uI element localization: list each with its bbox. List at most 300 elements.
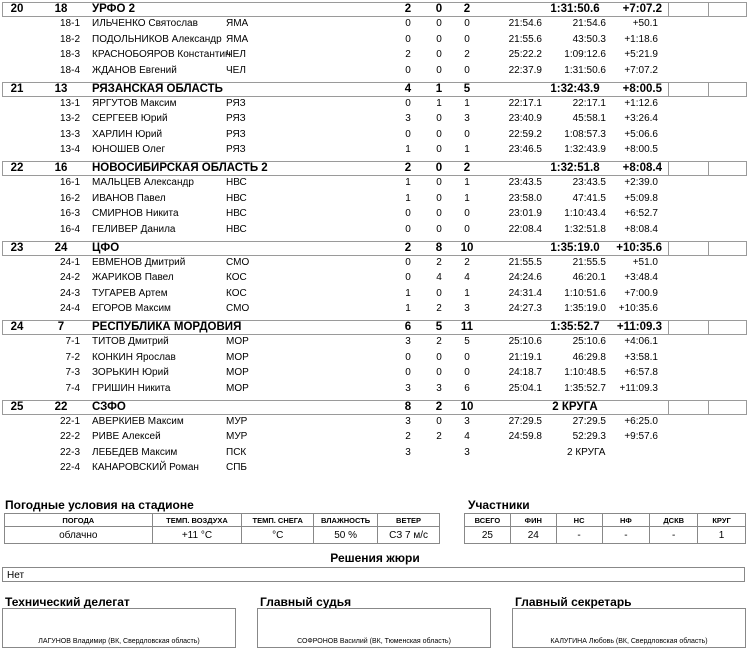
member-hits: 0 (405, 208, 411, 219)
weather-title: Погодные условия на стадионе (5, 498, 194, 512)
participants-title: Участники (468, 498, 530, 512)
member-leg-time: 21:19.1 (508, 351, 542, 363)
member-leg-time: 23:40.9 (508, 113, 542, 124)
participants-value: - (650, 527, 698, 544)
member-total: 1 (464, 287, 470, 299)
cell-divider (708, 3, 709, 16)
member-leg-time: 23:58.0 (508, 192, 542, 204)
member-region: РЯЗ (226, 144, 246, 155)
team-bib: 16 (54, 162, 68, 174)
member-name: СМИРНОВ Никита (92, 208, 179, 219)
member-total: 1 (464, 192, 470, 204)
participants-header: ДСКВ (650, 514, 698, 527)
member-cumulative: 43:50.3 (572, 33, 606, 45)
member-penalties: 0 (436, 33, 442, 45)
member-behind: +1:18.6 (624, 33, 658, 45)
member-behind: +5:06.6 (624, 128, 658, 140)
member-name: ТУГАРЕВ Артем (92, 287, 168, 299)
member-region: ЯМА (226, 33, 249, 45)
member-cumulative: 45:58.1 (572, 113, 606, 124)
team-place: 22 (10, 162, 24, 174)
member-hits: 0 (405, 256, 411, 268)
member-bib: 16-2 (59, 192, 80, 204)
member-cumulative: 46:29.8 (572, 351, 606, 363)
member-cumulative: 21:54.6 (572, 18, 606, 29)
member-name: РИВЕ Алексей (92, 431, 161, 442)
member-region: МУР (226, 415, 248, 427)
member-region: МУР (226, 431, 248, 442)
member-leg-time: 23:43.5 (508, 177, 542, 188)
member-leg-time: 25:10.6 (508, 336, 542, 347)
member-leg-time: 21:55.5 (508, 256, 542, 268)
member-total: 3 (464, 446, 470, 458)
member-penalties: 0 (436, 177, 442, 188)
jury-title: Решения жюри (330, 551, 420, 565)
participants-value: 1 (698, 527, 746, 544)
member-behind: +11:09.3 (619, 382, 658, 394)
member-name: ЗОРЬКИН Юрий (92, 367, 169, 378)
member-region: МОР (226, 351, 249, 363)
team-hits: 2 (404, 241, 412, 254)
cell-divider (668, 242, 669, 255)
member-leg-time: 22:37.9 (508, 64, 542, 76)
member-cumulative: 1:10:51.6 (564, 287, 606, 299)
member-penalties: 2 (436, 336, 442, 347)
member-hits: 2 (405, 431, 411, 442)
team-penalties: 2 (435, 400, 443, 413)
member-leg-time: 25:04.1 (508, 382, 542, 394)
member-region: НВС (226, 177, 247, 188)
weather-table (4, 513, 440, 544)
cell-divider (668, 162, 669, 175)
team-name: ЦФО (92, 241, 120, 254)
team-hits: 8 (404, 400, 412, 413)
jury-decision: Нет (2, 567, 745, 582)
member-behind: +3:26.4 (624, 113, 658, 124)
member-total: 0 (464, 367, 470, 378)
member-penalties: 1 (436, 97, 442, 109)
member-cumulative: 1:31:50.6 (564, 64, 606, 76)
team-total: 5 (463, 82, 471, 95)
member-total: 3 (464, 113, 470, 124)
member-region: СМО (226, 303, 250, 314)
participants-header: НФ (602, 514, 650, 527)
member-leg-time: 24:59.8 (508, 431, 542, 442)
weather-value: 50 % (314, 527, 378, 544)
team-hits: 2 (404, 162, 412, 174)
member-penalties: 0 (436, 287, 442, 299)
member-total: 4 (464, 431, 470, 442)
team-behind: +10:35.6 (616, 241, 662, 254)
member-name: ТИТОВ Дмитрий (92, 336, 169, 347)
team-hits: 6 (404, 321, 412, 333)
member-bib: 7-1 (65, 336, 80, 347)
team-name: УРФО 2 (92, 3, 136, 15)
member-cumulative: 46:20.1 (572, 272, 606, 283)
member-bib: 16-4 (59, 223, 80, 235)
member-penalties: 0 (436, 192, 442, 204)
member-behind: +6:52.7 (624, 208, 658, 219)
member-total: 2 (464, 256, 470, 268)
member-region: ЯМА (226, 18, 249, 29)
official-role: Главный секретарь (515, 595, 632, 609)
official-name: СОФРОНОВ Василий (ВК, Тюменская область) (297, 638, 451, 645)
team-name: РЯЗАНСКАЯ ОБЛАСТЬ (92, 82, 223, 95)
member-behind: +7:00.9 (624, 287, 658, 299)
member-penalties: 0 (436, 128, 442, 140)
team-name: РЕСПУБЛИКА МОРДОВИЯ (92, 321, 242, 333)
member-behind: +4:06.1 (624, 336, 658, 347)
member-name: МАЛЬЦЕВ Александр (92, 177, 194, 188)
member-penalties: 2 (436, 303, 442, 314)
member-total: 0 (464, 18, 470, 29)
team-total: 10 (460, 400, 474, 413)
member-bib: 24-2 (59, 272, 80, 283)
team-place: 25 (10, 400, 24, 413)
member-bib: 24-3 (59, 287, 80, 299)
team-hits: 4 (404, 82, 412, 95)
member-bib: 22-4 (59, 462, 80, 473)
member-hits: 3 (405, 446, 411, 458)
member-total: 1 (464, 177, 470, 188)
member-bib: 16-1 (59, 177, 80, 188)
weather-value: СЗ 7 м/с (378, 527, 440, 544)
team-behind: +8:08.4 (622, 162, 662, 174)
member-behind: +3:58.1 (624, 351, 658, 363)
member-penalties: 0 (436, 144, 442, 155)
member-bib: 13-3 (59, 128, 80, 140)
member-name: АВЕРКИЕВ Максим (92, 415, 184, 427)
member-name: ЕВМЕНОВ Дмитрий (92, 256, 186, 268)
member-leg-time: 24:24.6 (508, 272, 542, 283)
member-hits: 0 (405, 128, 411, 140)
member-leg-time: 23:01.9 (508, 208, 542, 219)
member-name: ПОДОЛЬНИКОВ Александр (92, 33, 222, 45)
member-bib: 24-4 (59, 303, 80, 314)
member-cumulative: 1:10:48.5 (564, 367, 606, 378)
member-cumulative: 1:08:57.3 (564, 128, 606, 140)
member-name: ИЛЬЧЕНКО Святослав (92, 18, 198, 29)
member-penalties: 0 (436, 367, 442, 378)
cell-divider (708, 162, 709, 175)
member-behind: +2:39.0 (624, 177, 658, 188)
member-bib: 16-3 (59, 208, 80, 219)
member-leg-time: 24:27.3 (508, 303, 542, 314)
member-hits: 0 (405, 223, 411, 235)
member-hits: 3 (405, 113, 411, 124)
member-hits: 3 (405, 415, 411, 427)
member-cumulative: 1:10:43.4 (564, 208, 606, 219)
team-penalties: 5 (435, 321, 443, 333)
member-hits: 1 (405, 303, 411, 314)
team-bib: 22 (54, 400, 68, 413)
team-time: 1:32:51.8 (550, 162, 600, 174)
member-penalties: 0 (436, 208, 442, 219)
member-region: НВС (226, 223, 247, 235)
member-cumulative: 1:32:51.8 (564, 223, 606, 235)
member-leg-time: 21:55.6 (508, 33, 542, 45)
member-region: НВС (226, 192, 247, 204)
member-hits: 1 (405, 144, 411, 155)
member-total: 5 (464, 336, 470, 347)
team-penalties: 0 (435, 162, 443, 174)
weather-header: ВЕТЕР (378, 514, 440, 527)
member-leg-time: 25:22.2 (508, 49, 542, 60)
member-behind: +5:21.9 (624, 49, 658, 60)
member-leg-time: 21:54.6 (508, 18, 542, 29)
cell-divider (708, 83, 709, 96)
member-cumulative: 1:32:43.9 (564, 144, 606, 155)
member-behind: +3:48.4 (624, 272, 658, 283)
team-total: 2 (463, 162, 471, 174)
weather-value: +11 °C (152, 527, 242, 544)
team-penalties: 8 (435, 241, 443, 254)
cell-divider (668, 401, 669, 414)
member-hits: 3 (405, 382, 411, 394)
member-total: 6 (464, 382, 470, 394)
member-region: НВС (226, 208, 247, 219)
member-region: МОР (226, 336, 249, 347)
member-region: РЯЗ (226, 97, 246, 109)
participants-header: НС (556, 514, 602, 527)
cell-divider (668, 83, 669, 96)
official-role: Технический делегат (5, 595, 130, 609)
member-hits: 0 (405, 351, 411, 363)
team-time: 1:35:52.7 (550, 321, 600, 333)
member-region: МОР (226, 367, 249, 378)
team-place: 20 (10, 3, 24, 15)
team-behind: +11:09.3 (616, 321, 662, 333)
member-region: РЯЗ (226, 128, 246, 140)
member-behind: +51.0 (632, 256, 658, 268)
weather-value: облачно (5, 527, 153, 544)
member-bib: 18-4 (59, 64, 80, 76)
member-penalties: 0 (436, 64, 442, 76)
participants-table (464, 513, 746, 544)
member-cumulative: 23:43.5 (572, 177, 606, 188)
participants-header: КРУГ (698, 514, 746, 527)
member-total: 1 (464, 144, 470, 155)
team-time: 1:31:50.6 (550, 3, 600, 15)
member-leg-time: 24:18.7 (508, 367, 542, 378)
member-hits: 1 (405, 192, 411, 204)
member-behind: +9:57.6 (624, 431, 658, 442)
team-place: 24 (10, 321, 24, 333)
member-bib: 13-4 (59, 144, 80, 155)
team-behind: +8:00.5 (622, 82, 662, 95)
member-penalties: 0 (436, 351, 442, 363)
member-region: ЧЕЛ (226, 49, 246, 60)
member-hits: 0 (405, 367, 411, 378)
member-behind: +1:12.6 (624, 97, 658, 109)
cell-divider (708, 321, 709, 334)
member-bib: 13-2 (59, 113, 80, 124)
member-cumulative: 27:29.5 (572, 415, 606, 427)
team-total: 10 (460, 241, 474, 254)
member-region: СПБ (226, 462, 247, 473)
participants-header: ФИН (510, 514, 556, 527)
member-hits: 1 (405, 177, 411, 188)
member-penalties: 0 (436, 223, 442, 235)
member-total: 3 (464, 415, 470, 427)
member-cumulative: 47:41.5 (572, 192, 606, 204)
member-total: 0 (464, 351, 470, 363)
member-bib: 24-1 (59, 256, 80, 268)
member-bib: 22-1 (59, 415, 80, 427)
team-penalties: 1 (435, 82, 443, 95)
cell-divider (708, 242, 709, 255)
team-name: СЗФО (92, 400, 126, 413)
member-total: 0 (464, 64, 470, 76)
member-total: 4 (464, 272, 470, 283)
member-bib: 22-3 (59, 446, 80, 458)
team-name: НОВОСИБИРСКАЯ ОБЛАСТЬ 2 (92, 162, 268, 174)
member-bib: 18-3 (59, 49, 80, 60)
member-behind: +50.1 (632, 18, 658, 29)
member-region: РЯЗ (226, 113, 246, 124)
team-bib: 7 (57, 321, 65, 333)
member-bib: 18-2 (59, 33, 80, 45)
member-name: КРАСНОБОЯРОВ Константин (92, 49, 231, 60)
member-hits: 3 (405, 336, 411, 347)
official-name: КАЛУГИНА Любовь (ВК, Свердловская область) (550, 638, 708, 645)
member-name: ГРИШИН Никита (92, 382, 171, 394)
member-name: ЖДАНОВ Евгений (92, 64, 177, 76)
member-total: 1 (464, 97, 470, 109)
member-behind: +6:25.0 (624, 415, 658, 427)
participants-value: 25 (465, 527, 511, 544)
member-penalties: 0 (436, 49, 442, 60)
team-hits: 2 (404, 3, 412, 15)
member-region: КОС (226, 272, 247, 283)
weather-header: ТЕМП. ВОЗДУХА (152, 514, 242, 527)
team-time: 1:35:19.0 (550, 241, 600, 254)
team-place: 21 (10, 82, 24, 95)
member-cumulative: 22:17.1 (572, 97, 606, 109)
signature-box (512, 608, 746, 648)
member-bib: 7-2 (65, 351, 80, 363)
member-name: ХАРЛИН Юрий (92, 128, 163, 140)
member-leg-time: 24:31.4 (508, 287, 542, 299)
member-behind: +6:57.8 (624, 367, 658, 378)
member-name: ЛЕБЕДЕВ Максим (92, 446, 178, 458)
member-region: ПСК (226, 446, 247, 458)
team-time: 1:32:43.9 (550, 82, 600, 95)
member-leg-time: 22:08.4 (508, 223, 542, 235)
member-leg-time: 22:59.2 (508, 128, 542, 140)
member-name: ЕГОРОВ Максим (92, 303, 171, 314)
member-hits: 1 (405, 287, 411, 299)
team-total: 2 (463, 3, 471, 15)
member-hits: 0 (405, 272, 411, 283)
member-hits: 2 (405, 49, 411, 60)
team-behind: +7:07.2 (622, 3, 662, 15)
member-behind: +8:08.4 (624, 223, 658, 235)
member-bib: 18-1 (59, 18, 80, 29)
member-cumulative: 1:35:52.7 (564, 382, 606, 394)
member-hits: 0 (405, 18, 411, 29)
member-leg-time: 27:29.5 (508, 415, 542, 427)
member-name: КАНАРОВСКИЙ Роман (92, 462, 199, 473)
member-name: ГЕЛИВЕР Данила (92, 223, 176, 235)
member-total: 2 (464, 49, 470, 60)
member-cumulative: 21:55.5 (572, 256, 606, 268)
member-hits: 0 (405, 64, 411, 76)
member-penalties: 4 (436, 272, 442, 283)
member-cumulative: 1:35:19.0 (564, 303, 606, 314)
member-penalties: 2 (436, 256, 442, 268)
member-name: ИВАНОВ Павел (92, 192, 166, 204)
member-behind: +10:35.6 (618, 303, 658, 314)
participants-header: ВСЕГО (465, 514, 511, 527)
member-cumulative: 25:10.6 (572, 336, 606, 347)
member-penalties: 0 (436, 18, 442, 29)
team-bib: 24 (54, 241, 68, 254)
member-bib: 13-1 (59, 97, 80, 109)
member-hits: 0 (405, 33, 411, 45)
team-bib: 13 (54, 82, 68, 95)
member-leg-time: 22:17.1 (508, 97, 542, 109)
team-place: 23 (10, 241, 24, 254)
member-penalties: 3 (436, 382, 442, 394)
official-role: Главный судья (260, 595, 352, 609)
member-bib: 22-2 (59, 431, 80, 442)
participants-value: - (556, 527, 602, 544)
member-leg-time: 23:46.5 (508, 144, 542, 155)
team-bib: 18 (54, 3, 68, 15)
cell-divider (708, 401, 709, 414)
participants-value: 24 (510, 527, 556, 544)
cell-divider (668, 3, 669, 16)
member-name: ЯРГУТОВ Максим (92, 97, 177, 109)
member-penalties: 0 (436, 415, 442, 427)
member-region: МОР (226, 382, 249, 394)
member-bib: 7-3 (65, 367, 80, 378)
member-name: ЖАРИКОВ Павел (92, 272, 174, 283)
official-name: ЛАГУНОВ Владимир (ВК, Свердловская область) (38, 638, 200, 645)
member-name: СЕРГЕЕВ Юрий (92, 113, 168, 124)
member-total: 0 (464, 33, 470, 45)
member-region: СМО (226, 256, 250, 268)
member-name: ЮНОШЕВ Олег (92, 144, 166, 155)
member-bib: 7-4 (65, 382, 80, 394)
member-region: ЧЕЛ (226, 64, 246, 76)
member-cumulative: 2 КРУГА (567, 446, 606, 458)
member-behind: +8:00.5 (624, 144, 658, 155)
member-cumulative: 52:29.3 (572, 431, 606, 442)
member-total: 0 (464, 223, 470, 235)
member-penalties: 0 (436, 113, 442, 124)
team-penalties: 0 (435, 3, 443, 15)
member-hits: 0 (405, 97, 411, 109)
weather-header: ПОГОДА (5, 514, 153, 527)
weather-value: °C (242, 527, 314, 544)
team-total: 11 (460, 321, 474, 333)
member-total: 0 (464, 128, 470, 140)
member-behind: +5:09.8 (624, 192, 658, 204)
weather-header: ВЛАЖНОСТЬ (314, 514, 378, 527)
signature-box (257, 608, 491, 648)
member-total: 3 (464, 303, 470, 314)
weather-header: ТЕМП. СНЕГА (242, 514, 314, 527)
member-penalties: 2 (436, 431, 442, 442)
member-region: КОС (226, 287, 247, 299)
member-total: 0 (464, 208, 470, 219)
participants-value: - (602, 527, 650, 544)
member-name: КОНКИН Ярослав (92, 351, 176, 363)
team-time: 2 КРУГА (552, 400, 598, 413)
cell-divider (668, 321, 669, 334)
